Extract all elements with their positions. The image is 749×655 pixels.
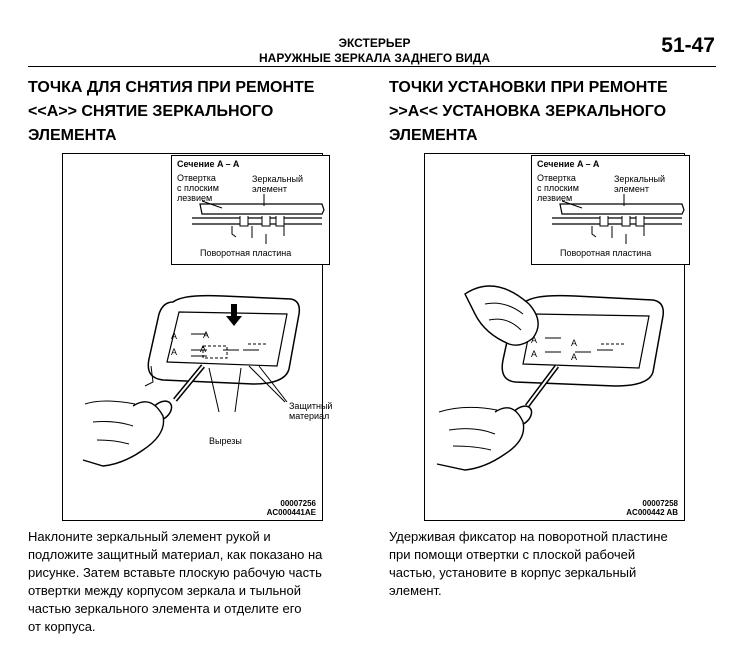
left-heading-line-1: ТОЧКА ДЛЯ СНЯТИЯ ПРИ РЕМОНТЕ [28, 79, 315, 96]
right-inset-section-title: Сечение A – A [537, 159, 600, 169]
left-label-a-2: A [171, 347, 178, 357]
left-label-a-1: A [171, 331, 178, 341]
left-para-line-1: Наклоните зеркальный элемент рукой и [28, 529, 271, 544]
left-code-2: AC000441AE [266, 508, 316, 517]
right-heading-line-1: ТОЧКИ УСТАНОВКИ ПРИ РЕМОНТЕ [389, 79, 668, 96]
right-inset-screwdriver-1: Отвертка [537, 173, 576, 183]
left-inset-screwdriver-1: Отвертка [177, 173, 216, 183]
left-para-line-6: от корпуса. [28, 619, 96, 634]
right-mirror-illustration [425, 154, 684, 520]
left-label-cutouts: Вырезы [209, 436, 242, 446]
right-inset-plate-label: Поворотная пластина [560, 248, 652, 258]
right-para-line-4: элемент. [389, 583, 442, 598]
right-label-a-3: A [571, 338, 578, 348]
left-para-line-4: отвертки между корпусом зеркала и тыльной [28, 583, 301, 598]
left-label-a-4: A [200, 344, 207, 354]
right-figure [424, 153, 685, 521]
left-inset-section-title: Сечение A – A [177, 159, 240, 169]
left-paragraph [28, 528, 368, 636]
right-inset-mirror-1: Зеркальный [614, 174, 665, 184]
left-para-line-2: подложите защитный материал, как показано на [28, 547, 323, 562]
left-inset-screwdriver-2: с плоским [177, 183, 219, 193]
right-inset-screwdriver-3: лезвием [537, 193, 573, 203]
right-para-line-2: при помощи отвертки с плоской рабочей [389, 547, 636, 562]
right-section-heading [389, 76, 729, 148]
right-paragraph [389, 528, 729, 600]
right-para-line-1: Удерживая фиксатор на поворотной пластине [389, 529, 668, 544]
left-label-protective-1: Защитный [289, 401, 333, 411]
left-figure [62, 153, 333, 521]
left-para-line-5: частью зеркального элемента и отделите его [28, 601, 302, 616]
left-heading-line-3: ЭЛЕМЕНТА [28, 127, 117, 144]
right-label-a-1: A [531, 335, 538, 345]
left-label-protective-2: материал [289, 411, 330, 421]
right-inset-screwdriver-2: с плоским [537, 183, 579, 193]
header-subtitle: НАРУЖНЫЕ ЗЕРКАЛА ЗАДНЕГО ВИДА [259, 51, 490, 65]
left-section-heading [28, 76, 368, 148]
right-code-1: 00007258 [642, 499, 678, 508]
right-heading-line-3: ЭЛЕМЕНТА [389, 127, 478, 144]
right-heading-line-2: >>A<< УСТАНОВКА ЗЕРКАЛЬНОГО [389, 103, 667, 120]
left-heading-line-2: <<A>> СНЯТИЕ ЗЕРКАЛЬНОГО [28, 103, 274, 120]
left-label-a-3: A [203, 330, 210, 340]
page-number: 51-47 [661, 34, 715, 57]
left-para-line-3: рисунке. Затем вставьте плоскую рабочую часть [28, 565, 322, 580]
left-code-1: 00007256 [280, 499, 316, 508]
left-figure-code [267, 499, 316, 517]
header-title: ЭКСТЕРЬЕР [338, 36, 411, 50]
header-rule [28, 66, 716, 67]
left-inset-screwdriver-3: лезвием [177, 193, 213, 203]
right-inset-mirror-2: элемент [614, 184, 649, 194]
right-label-a-2: A [531, 349, 538, 359]
right-para-line-3: частью, установите в корпус зеркальный [389, 565, 637, 580]
right-code-2: AC000442 AB [626, 508, 678, 517]
right-figure-code [626, 499, 678, 517]
right-label-a-4: A [571, 352, 578, 362]
left-inset-plate-label: Поворотная пластина [200, 248, 292, 258]
left-inset-mirror-2: элемент [252, 184, 287, 194]
left-inset-mirror-1: Зеркальный [252, 174, 303, 184]
left-mirror-illustration [63, 154, 322, 520]
